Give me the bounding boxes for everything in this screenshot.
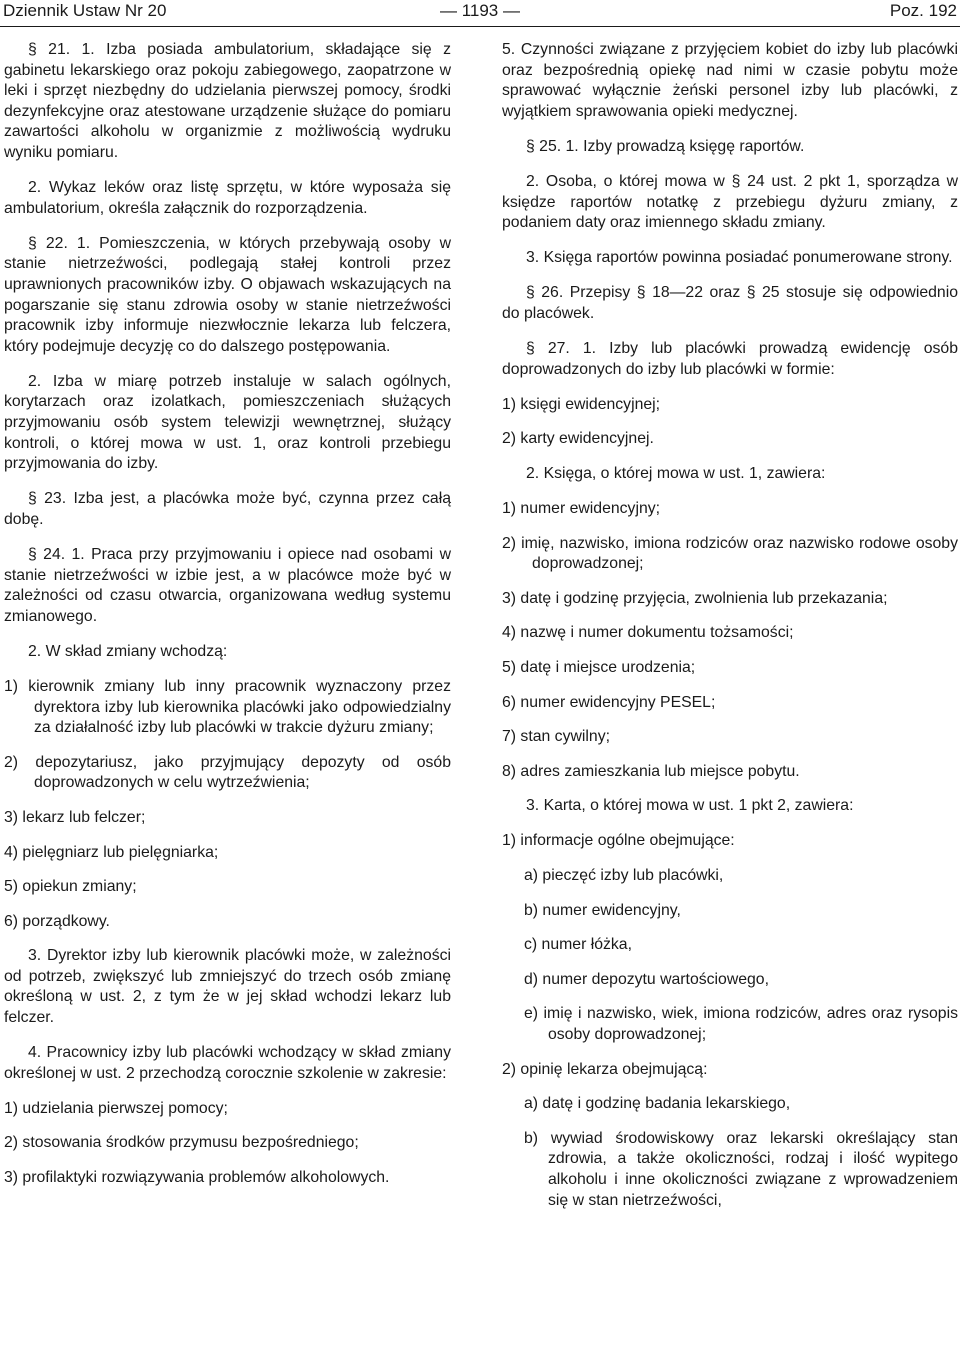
header-rule <box>0 26 960 27</box>
list-item: 5) datę i miejsce urodzenia; <box>502 658 696 676</box>
sublist-item: b) wywiad środowiskowy oraz lekarski określający stan zdrowia, a także okoliczności, rodzaj i ilość wypitego alkoholu i inne okoliczności związane z wprowadzeniem się w stan nietrzeźwości, <box>524 1129 958 1209</box>
paragraph-27-1: § 27. 1. Izby lub placówki prowadzą ewidencję osób doprowadzonych do izby lub placówki w formie: <box>502 340 958 378</box>
list-item: 2) karty ewidencyjnej. <box>502 430 654 448</box>
sublist-item: b) numer ewidencyjny, <box>524 901 681 919</box>
paragraph-27-2: 2. Księga, o której mowa w ust. 1, zawiera: <box>526 464 826 482</box>
list-item: 1) księgi ewidencyjnej; <box>502 395 661 413</box>
paragraph-22-1: § 22. 1. Pomieszczenia, w których przebywają osoby w stanie nietrzeźwości, podlegają stałej kontroli przez uprawnionych pracowników izby. O objawach wskazujących na pogarszanie się stanu zdrowia osoby w stanie nietrzeźwości pracownik izby informuje niezwłocznie lekarza lub felczera, który podejmuje decyzję co do dalszego postępowania. <box>4 234 451 355</box>
paragraph-22-2: 2. Izba w miarę potrzeb instaluje w salach ogólnych, korytarzach oraz izolatkach, pomieszczeniach służących przyjmowaniu osób system telewizji wewnętrznej, służący kontroli, o której mowa w ust. 1, oraz kontroli przebiegu przyjmowania do izby. <box>4 372 451 473</box>
list-item: 1) udzielania pierwszej pomocy; <box>4 1099 228 1117</box>
list-24-2 <box>4 677 451 932</box>
list-item: 8) adres zamieszkania lub miejsce pobytu. <box>502 762 800 780</box>
sublist-item: c) numer łóżka, <box>524 936 632 954</box>
list-item: 3) profilaktyki rozwiązywania problemów alkoholowych. <box>4 1169 390 1187</box>
paragraph-24-3: 3. Dyrektor izby lub kierownik placówki może, w zależności od potrzeb, zwiększyć lub zmniejszyć do trzech osób zmianę określoną w ust. 2, z tym że w jej skład wchodzi lekarz lub felczer. <box>4 947 451 1027</box>
paragraph-27-3: 3. Karta, o której mowa w ust. 1 pkt 2, zawiera: <box>526 797 854 815</box>
list-item: 2) stosowania środków przymusu bezpośredniego; <box>4 1134 359 1152</box>
list-item: 6) porządkowy. <box>4 912 110 930</box>
journal-title: Dziennik Ustaw Nr 20 <box>3 1 167 20</box>
paragraph-24-1: § 24. 1. Praca przy przyjmowaniu i opiece nad osobami w stanie nietrzeźwości w izbie jest, a w placówce może być w zależności od czasu otwarcia, organizowana według systemu zmianowego. <box>4 545 451 625</box>
paragraph-24-2: 2. W skład zmiany wchodzą: <box>28 642 228 660</box>
list-item: 2) opinię lekarza obejmującą: <box>502 1060 708 1078</box>
list-item: 7) stan cywilny; <box>502 728 610 746</box>
paragraph-24-5: 5. Czynności związane z przyjęciem kobiet do izby lub placówki oraz bezpośrednią opiekę nad nimi w czasie pobytu może sprawować wyłącznie żeński personel izby lub placówki, z wyjątkiem sprawowania opieki medycznej. <box>502 41 958 120</box>
list-item: 6) numer ewidencyjny PESEL; <box>502 693 716 711</box>
list-item: 1) kierownik zmiany lub inny pracownik wyznaczony przez dyrektora izby lub kierownika placówki jako odpowiedzialny za działalność izby lub placówki w trakcie dyżuru zmiany; <box>4 677 451 737</box>
paragraph-25-2: 2. Osoba, o której mowa w § 24 ust. 2 pkt 1, sporządza w księdze raportów notatkę z przebiegu dyżuru zmiany, z podaniem daty oraz imiennego składu zmiany. <box>502 172 958 232</box>
sublist-item: e) imię i nazwisko, wiek, imiona rodziców, adres oraz rysopis osoby doprowadzonej; <box>524 1005 958 1043</box>
list-item: 2) depozytariusz, jako przyjmujący depozyty od osób doprowadzonych w celu wytrzeźwienia; <box>4 753 451 792</box>
list-item: 2) imię, nazwisko, imiona rodziców oraz nazwisko rodowe osoby doprowadzonej; <box>502 534 958 573</box>
sublist-item: d) numer depozytu wartościowego, <box>524 970 769 988</box>
paragraph-24-4: 4. Pracownicy izby lub placówki wchodzący w skład zmiany określonej w ust. 2 przechodzą corocznie szkolenie w zakresie: <box>4 1044 451 1082</box>
page-header <box>0 0 960 26</box>
list-27-1 <box>502 395 958 450</box>
list-item: 1) informacje ogólne obejmujące: <box>502 832 735 850</box>
paragraph-25-3: 3. Księga raportów powinna posiadać ponumerowane strony. <box>526 249 953 267</box>
list-item: 4) pielęgniarz lub pielęgniarka; <box>4 843 219 861</box>
page-number: — 1193 — <box>439 1 520 20</box>
sublist-27-3-2 <box>502 1094 958 1211</box>
list-item: 3) datę i godzinę przyjęcia, zwolnienia lub przekazania; <box>502 589 888 607</box>
list-27-2 <box>502 499 958 782</box>
list-24-4 <box>4 1099 451 1189</box>
list-item: 3) lekarz lub felczer; <box>4 808 146 826</box>
sublist-27-3-1 <box>502 866 958 1046</box>
paragraph-21-1: § 21. 1. Izba posiada ambulatorium, składające się z gabinetu lekarskiego oraz pokoju zabiegowego, zaopatrzone w leki i sprzęt niezbędny do udzielania pierwszej pomocy, środki dezynfekcyjne oraz atestowane urządzenie służące do pomiaru zawartości alkoholu w organizmie z możliwością wydruku wyniku pomiaru. <box>4 41 451 161</box>
left-column <box>4 40 451 1203</box>
paragraph-21-2: 2. Wykaz leków oraz listę sprzętu, w które wyposaża się ambulatorium, określa załącznik do rozporządzenia. <box>4 179 451 217</box>
right-column <box>502 40 958 1225</box>
position-number: Poz. 192 <box>889 1 957 20</box>
paragraph-26: § 26. Przepisy § 18—22 oraz § 25 stosuje się odpowiednio do placówek. <box>502 284 958 322</box>
list-item: 4) nazwę i numer dokumentu tożsamości; <box>502 624 794 642</box>
paragraph-23: § 23. Izba jest, a placówka może być, czynna przez całą dobę. <box>4 490 451 528</box>
sublist-item: a) pieczęć izby lub placówki, <box>524 867 724 885</box>
sublist-item: a) datę i godzinę badania lekarskiego, <box>524 1095 791 1113</box>
list-item: 1) numer ewidencyjny; <box>502 500 661 517</box>
list-item: 5) opiekun zmiany; <box>4 878 137 896</box>
paragraph-25-1: § 25. 1. Izby prowadzą księgę raportów. <box>526 137 805 155</box>
